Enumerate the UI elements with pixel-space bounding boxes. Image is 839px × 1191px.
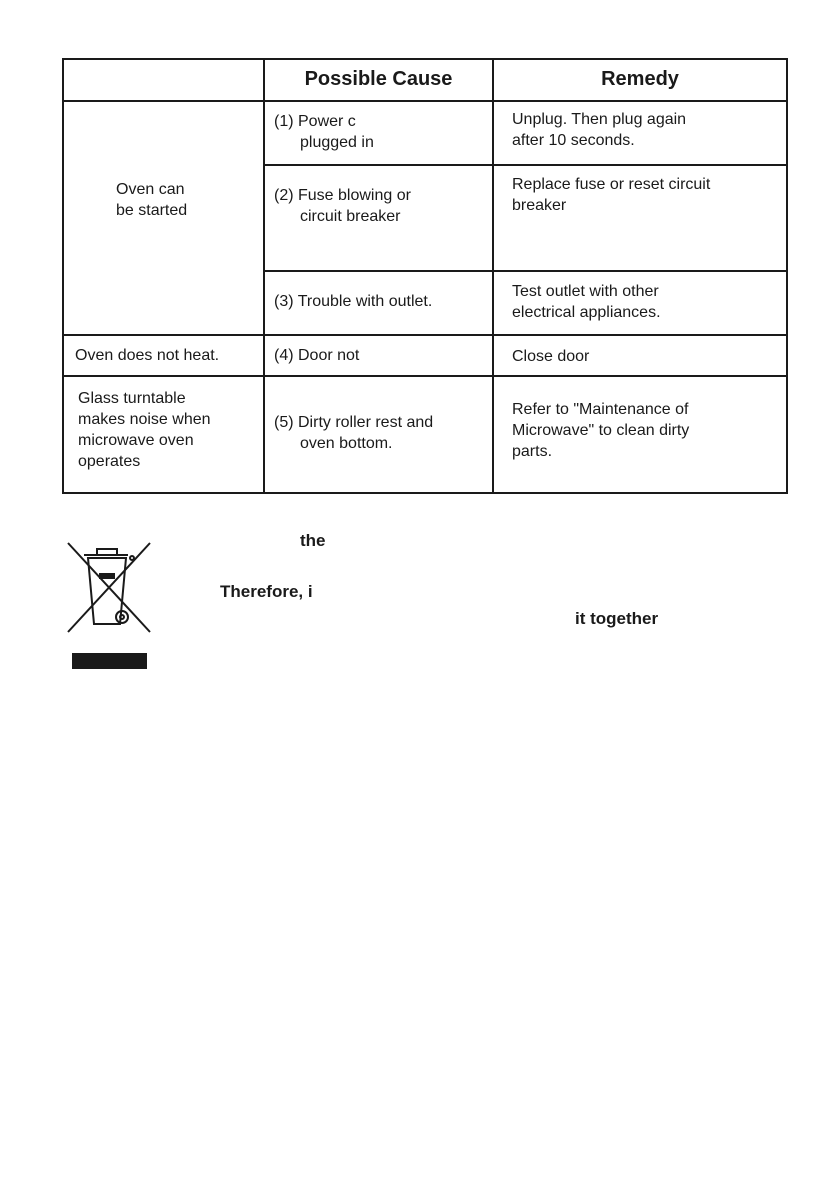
column-divider [492,58,494,494]
cause-line: (4) Door not [274,347,360,364]
remedy-cell [512,399,689,462]
table-border-right [786,58,788,494]
remedy-line: Unplug. Then plug again [512,111,687,128]
cause-line: (5) Dirty roller rest and [274,414,434,431]
possible-cause-header: Possible Cause [304,68,453,90]
remedy-cell [512,346,589,367]
header-divider [62,100,788,102]
remedy-cell [512,174,710,216]
cause-cell [274,291,432,312]
row-divider [62,334,788,336]
disposal-note-fragment: Therefore, i [220,582,313,601]
table-border-left [62,58,64,494]
remedy-line: after 10 seconds. [512,132,635,149]
remedy-line: Refer to "Maintenance of [512,401,689,418]
row-divider [62,375,788,377]
troubleshooting-table [62,58,788,494]
column-divider [263,58,265,494]
remedy-header: Remedy [601,68,679,90]
cause-cell [274,412,433,454]
remedy-line: electrical appliances. [512,304,661,321]
remedy-line: Close door [512,348,590,365]
cause-line: (3) Trouble with outlet. [274,293,433,310]
remedy-cell [512,109,686,151]
cause-line: plugged in [300,134,374,151]
row-divider [264,164,788,166]
remedy-cell [512,281,661,323]
cause-cell [274,111,374,153]
remedy-line: Replace fuse or reset circuit [512,176,711,193]
cause-line: (2) Fuse blowing or [274,187,411,204]
cause-cell [274,345,359,366]
cause-cell [274,185,411,227]
cause-line: circuit breaker [300,208,401,225]
crossed-out-wheelie-bin-icon [62,540,154,636]
cause-line: oven bottom. [300,435,393,452]
remedy-line: Test outlet with other [512,283,659,300]
symptom-cell: Glass turntable makes noise when microwave oven operates [78,390,211,470]
symptom-cell: Oven can be started [116,181,188,219]
remedy-line: Microwave" to clean dirty [512,422,690,439]
row-divider [264,270,788,272]
remedy-line: parts. [512,443,553,460]
table-border-top [62,58,788,60]
disposal-note-fragment: the [300,531,326,550]
symptom-cell: Oven does not heat. [75,347,220,364]
cause-line: (1) Power c [274,113,356,130]
remedy-line: breaker [512,197,567,214]
weee-bar-marker [72,653,147,669]
table-border-bottom [62,492,788,494]
disposal-note-fragment: it together [575,609,659,628]
